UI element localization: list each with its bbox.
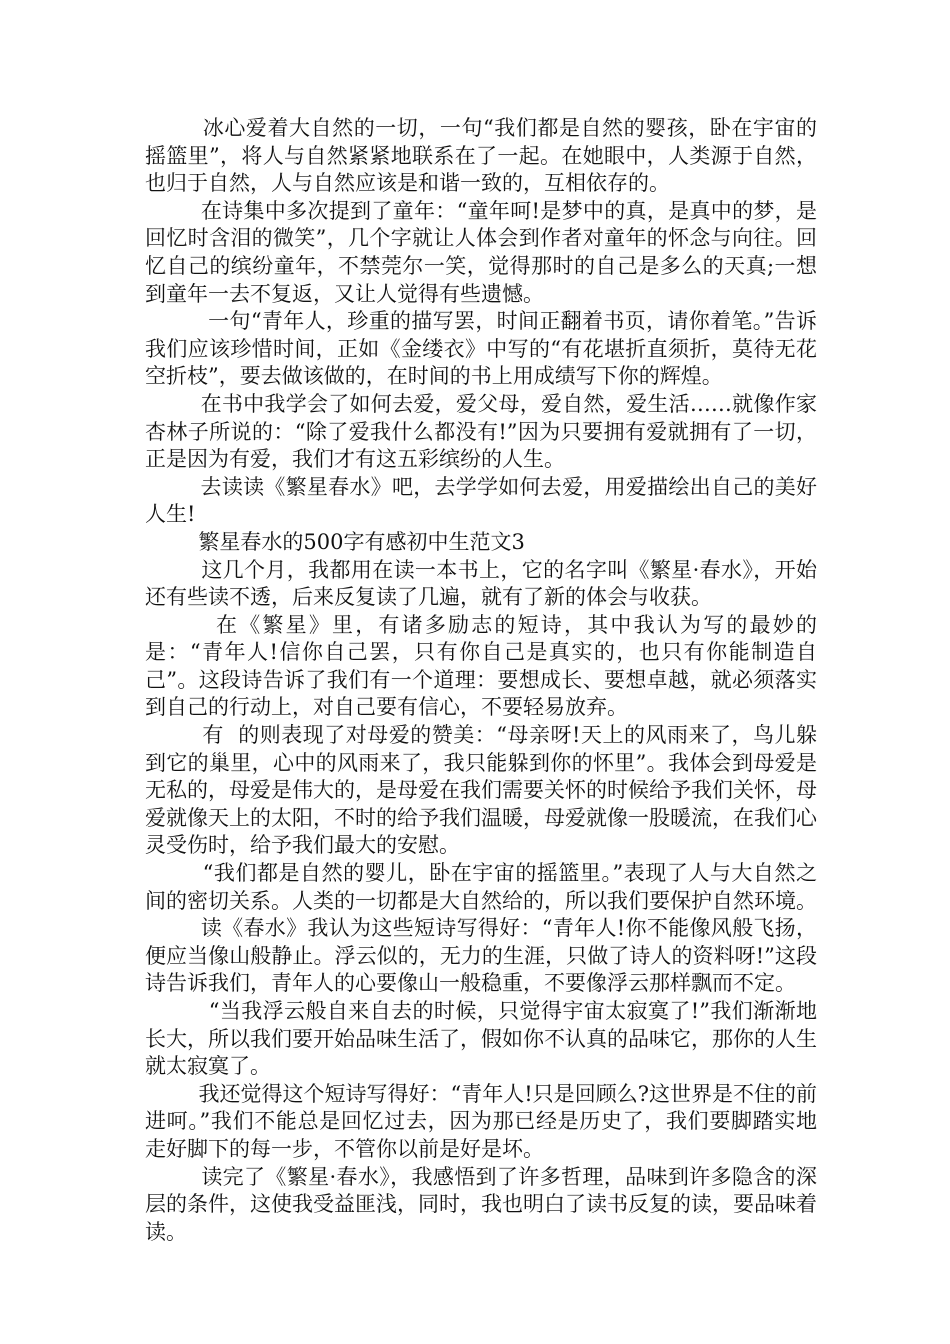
paragraph-12: “当我浮云般自来自去的时候，只觉得宇宙太寂寞了!”我们渐渐地长大，所以我们要开始品味生活了，假如你不认真的品味它，那你的人生就太寂寞了。 xyxy=(145,999,817,1079)
paragraph-2: 在诗集中多次提到了童年：“童年呵!是梦中的真，是真中的梦，是回忆时含泪的微笑”，几个字就让人体会到作者对童年的怀念与向往。回忆自己的缤纷童年，不禁莞尔一笑，觉得那时的自己是多么的天真;一想到童年一去不复返，又让人觉得有些遗憾。 xyxy=(145,198,817,306)
section-heading: 繁星春水的500字有感初中生范文3 xyxy=(145,529,525,554)
paragraph-8: 在《繁星》里，有诸多励志的短诗，其中我认为写的最妙的是：“青年人!信你自己罢，只有你自己是真实的，也只有你能制造自己”。这段诗告诉了我们有一个道理：要想成长、要想卓越，就必须落实到自己的行动上，对自己要有信心，不要轻易放弃。 xyxy=(145,612,818,720)
document-body xyxy=(145,115,817,1246)
paragraph-11: 读《春水》我认为这些短诗写得好：“青年人!你不能像风般飞扬，便应当像山般静止。浮云似的，无力的生涯，只做了诗人的资料呀!”这段诗告诉我们，青年人的心要像山一般稳重，不要像浮云那样飘而不定。 xyxy=(145,916,817,996)
paragraph-9: 有 的则表现了对母爱的赞美：“母亲呀!天上的风雨来了，鸟儿躲到它的巢里，心中的风雨来了，我只能躲到你的怀里”。我体会到母爱是无私的，母爱是伟大的，是母爱在我们需要关怀的时候给予我们关怀，母爱就像天上的太阳，不时的给予我们温暖，母爱就像一股暖流，在我们心灵受伤时，给予我们最大的安慰。 xyxy=(145,723,817,858)
paragraph-7: 这几个月，我都用在读一本书上，它的名字叫《繁星·春水》，开始还有些读不透，后来反复读了几遍，就有了新的体会与收获。 xyxy=(145,557,817,610)
paragraph-5: 去读读《繁星春水》吧，去学学如何去爱，用爱描绘出自己的美好人生! xyxy=(145,474,818,527)
paragraph-1: 冰心爱着大自然的一切，一句“我们都是自然的婴孩，卧在宇宙的摇篮里”，将人与自然紧紧地联系在了一起。在她眼中，人类源于自然，也归于自然，人与自然应该是和谐一致的，互相依存的。 xyxy=(145,116,818,196)
paragraph-3: 一句“青年人，珍重的描写罢，时间正翻着书页，请你着笔。”告诉我们应该珍惜时间，正如《金缕衣》中写的“有花堪折直须折，莫待无花空折枝”，要去做该做的，在时间的书上用成绩写下你的辉煌。 xyxy=(145,309,817,389)
paragraph-10: “我们都是自然的婴儿，卧在宇宙的摇篮里。”表现了人与大自然之间的密切关系。人类的一切都是大自然给的，所以我们要保护自然环境。 xyxy=(145,861,817,913)
paragraph-13: 我还觉得这个短诗写得好：“青年人!只是回顾么?这世界是不住的前进呵。”我们不能总是回忆过去，因为那已经是历史了，我们要脚踏实地走好脚下的每一步，不管你以前是好是坏。 xyxy=(145,1081,817,1161)
paragraph-14: 读完了《繁星·春水》，我感悟到了许多哲理，品味到许多隐含的深层的条件，这使我受益匪浅，同时，我也明白了读书反复的读，要品味着读。 xyxy=(145,1164,817,1244)
paragraph-4: 在书中我学会了如何去爱，爱父母，爱自然，爱生活……就像作家杏林子所说的：“除了爱我什么都没有!”因为只要拥有爱就拥有了一切，正是因为有爱，我们才有这五彩缤纷的人生。 xyxy=(145,391,818,472)
